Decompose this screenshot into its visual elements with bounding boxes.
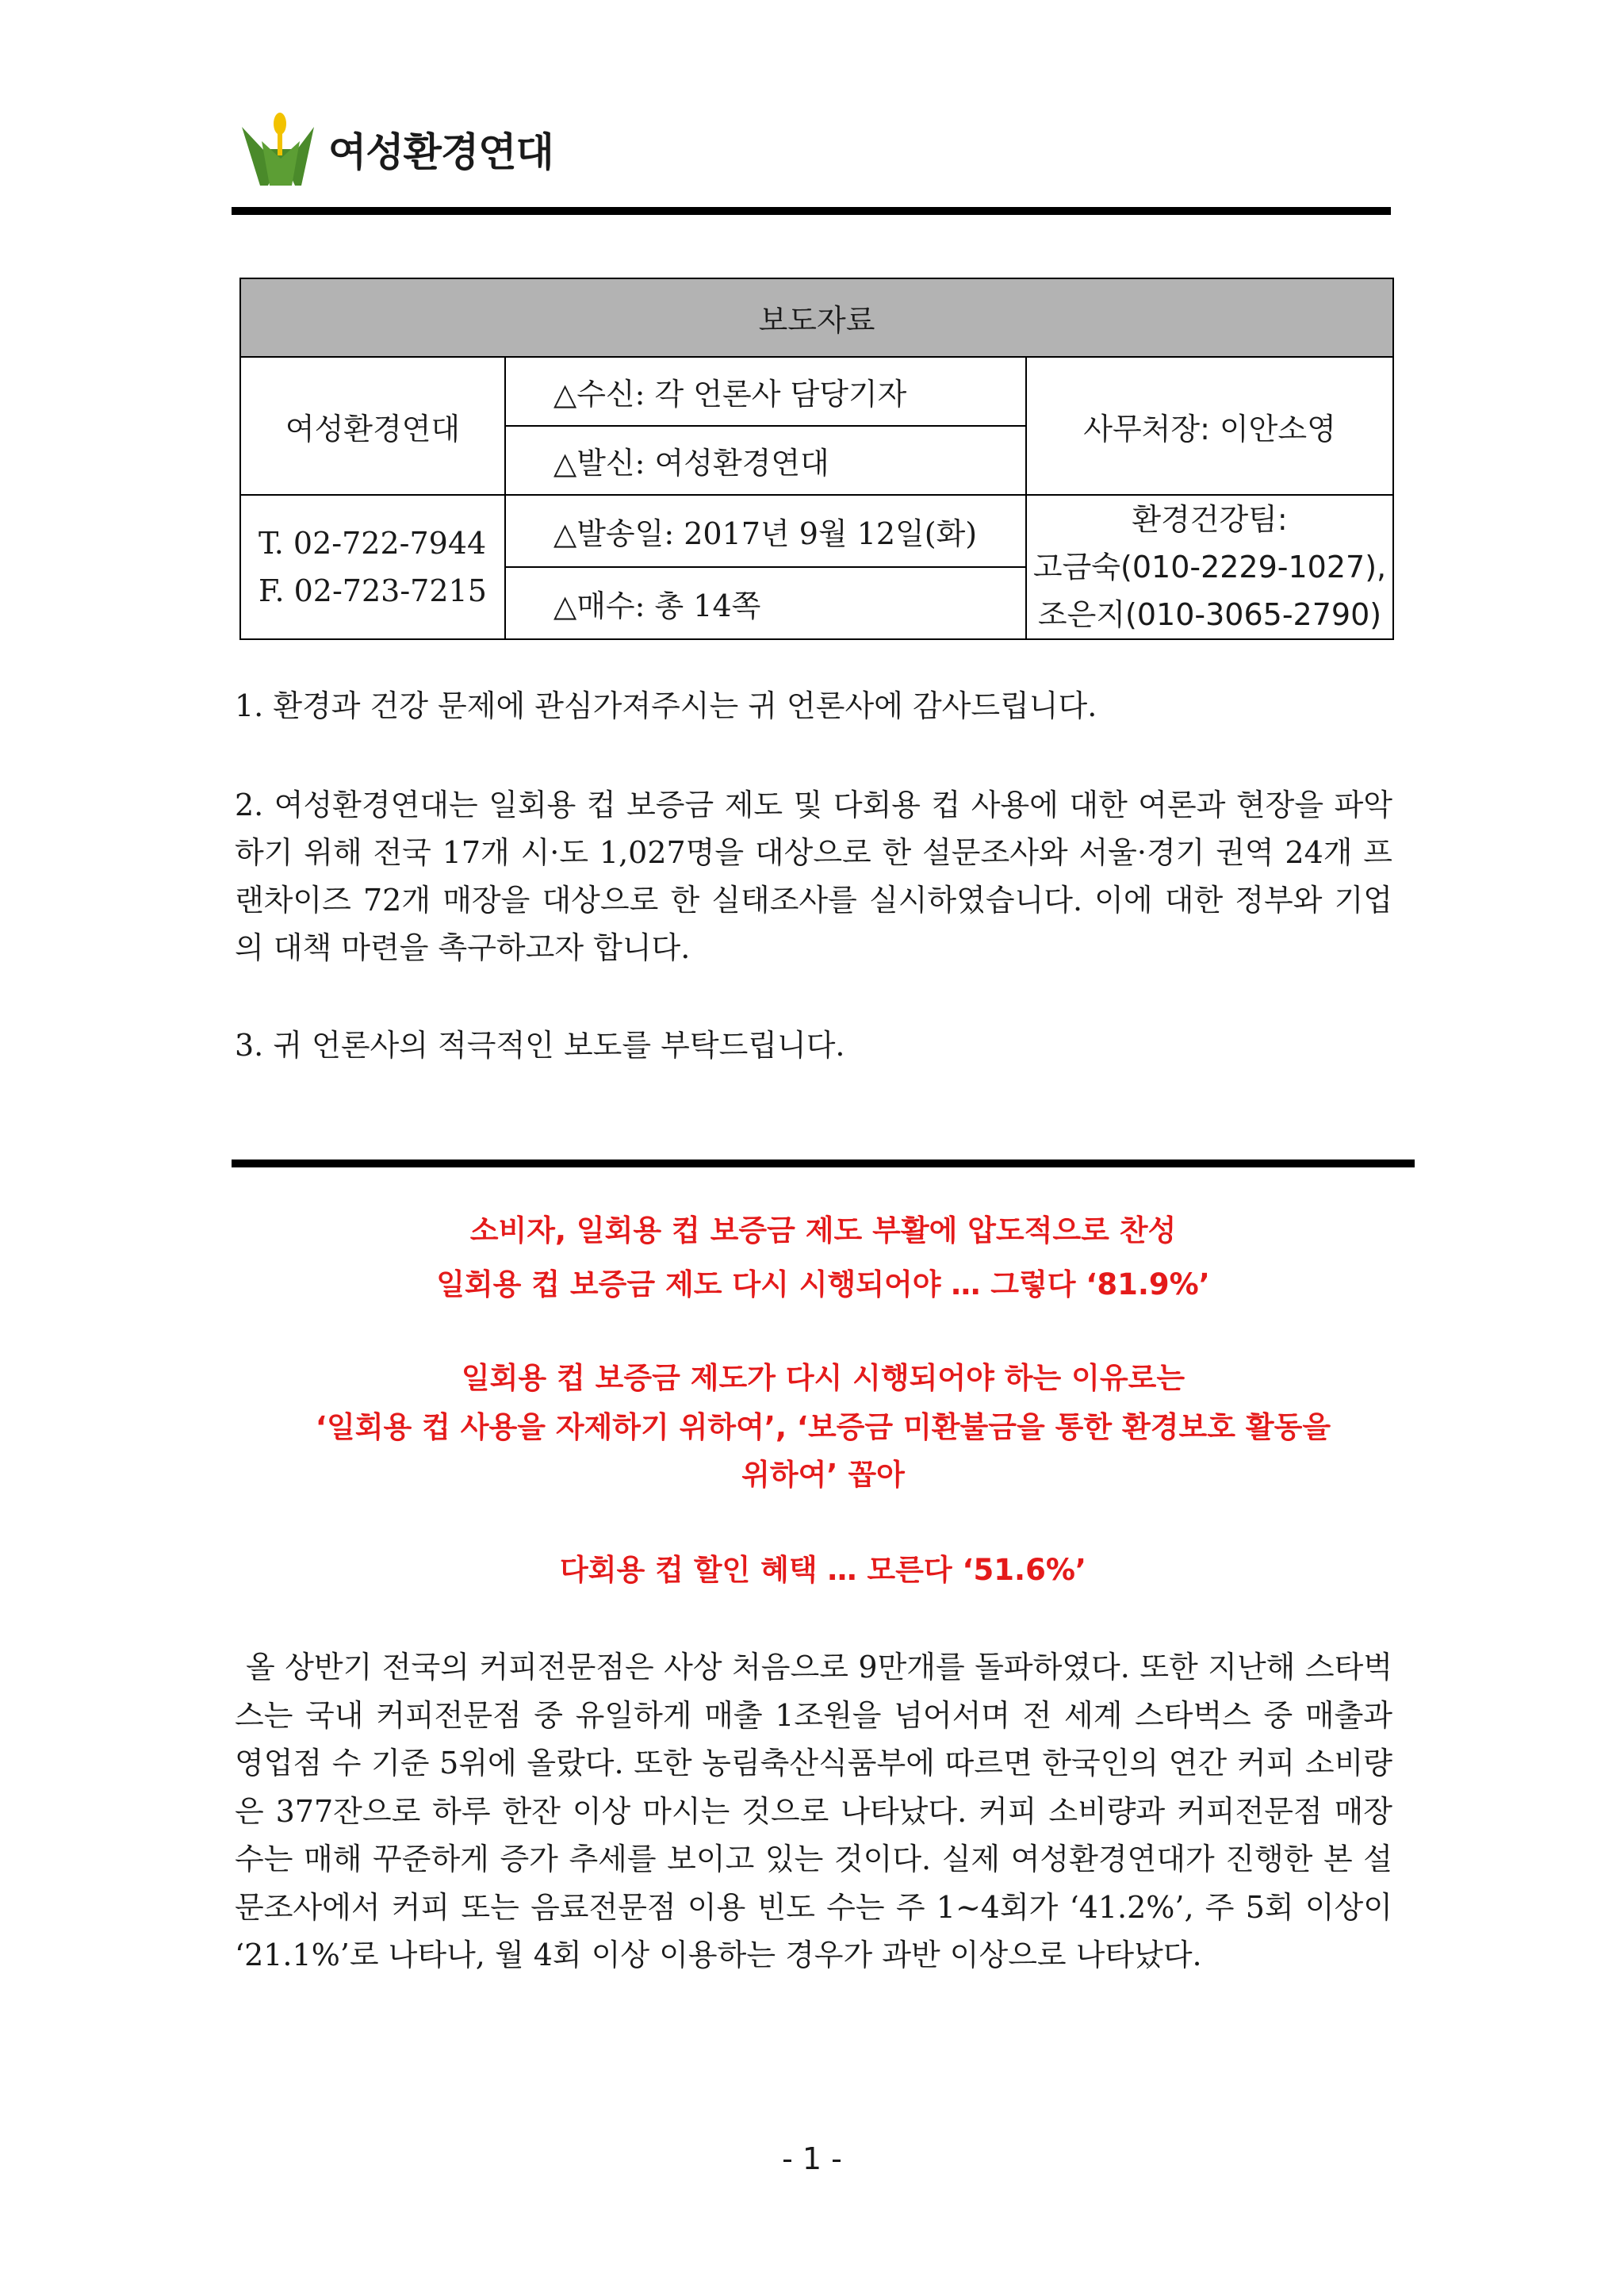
contact-2: 조은지(010-3065-2790) bbox=[1037, 597, 1382, 632]
headline-6: 다회용 컵 할인 혜택 … 모른다 ‘51.6%’ bbox=[560, 1553, 1086, 1587]
section-rule bbox=[232, 1159, 1415, 1167]
sprout-logo-icon bbox=[238, 109, 325, 189]
page-number: - 1 - bbox=[782, 2141, 842, 2176]
director-cell: 사무처장: 이안소영 bbox=[1026, 357, 1393, 495]
headline-2: 일회용 컵 보증금 제도 다시 시행되어야 … 그렇다 ‘81.9%’ bbox=[436, 1267, 1210, 1301]
paragraph-1: 1. 환경과 건강 문제에 관심가져주시는 귀 언론사에 감사드립니다. bbox=[235, 688, 1097, 723]
body-paragraph: 올 상반기 전국의 커피전문점은 사상 처음으로 9만개를 돌파하였다. 또한 지난해 스타벅스는 국내 커피전문점 중 유일하게 매출 1조원을 넘어서며 전 세계 스타벅스 중 매출과 영업점 수 기준 5위에 올랐다. 또한 농림축산식품부에 따르면 한국인의 연간 커피 소비량은 377잔으로 하루 한잔 이상 마시는 것으로 나타났다. 커피 소비량과 커피전문점 매장 수는 매해 꾸준하게 증가 추세를 보이고 있는 것이다. 실제 여성환경연대가 진행한 본 설문조사에서 커피 또는 음료전문점 이용 빈도 수는 주 1~4회가 ‘41.2%’, 주 5회 이상이 ‘21.1%’로 나타나, 월 4회 이상 이용하는 경우가 과반 이상으로 나타났다. bbox=[235, 1650, 1392, 1972]
sender-cell: △발신: 여성환경연대 bbox=[505, 426, 1026, 495]
logo-text: 여성환경연대 bbox=[328, 129, 553, 175]
headline-5: 위하여’ 꼽아 bbox=[741, 1458, 905, 1492]
phone-number: T. 02-722-7944 bbox=[259, 526, 487, 561]
team-contact-cell bbox=[1026, 495, 1393, 639]
send-date-cell: △발송일: 2017년 9월 12일(화) bbox=[505, 495, 1026, 567]
logo bbox=[238, 109, 553, 189]
headline-1: 소비자, 일회용 컵 보증금 제도 부활에 압도적으로 찬성 bbox=[469, 1213, 1177, 1248]
fax-number: F. 02-723-7215 bbox=[259, 573, 487, 608]
headline-3: 일회용 컵 보증금 제도가 다시 시행되어야 하는 이유로는 bbox=[461, 1361, 1185, 1395]
phone-fax-cell bbox=[240, 495, 505, 639]
team-name: 환경건강팀: bbox=[1132, 502, 1288, 537]
paragraph-2: 2. 여성환경연대는 일회용 컵 보증금 제도 및 다회용 컵 사용에 대한 여론과 현장을 파악하기 위해 전국 17개 시·도 1,027명을 대상으로 한 설문조사와 서울·경기 권역 24개 프랜차이즈 72개 매장을 대상으로 한 실태조사를 실시하였습니다. 이에 대한 정부와 기업의 대책 마련을 촉구하고자 합니다. bbox=[235, 788, 1392, 965]
org-name-cell: 여성환경연대 bbox=[240, 357, 505, 495]
press-info-table bbox=[239, 278, 1394, 640]
header-rule bbox=[232, 207, 1391, 215]
headline-4: ‘일회용 컵 사용을 자제하기 위하여’, ‘보증금 미환불금을 통한 환경보호 활동을 bbox=[315, 1410, 1331, 1444]
table-title: 보도자료 bbox=[240, 278, 1393, 357]
paragraph-3: 3. 귀 언론사의 적극적인 보도를 부탁드립니다. bbox=[235, 1028, 845, 1063]
recipient-cell: △수신: 각 언론사 담당기자 bbox=[505, 357, 1026, 426]
pages-cell: △매수: 총 14쪽 bbox=[505, 567, 1026, 639]
contact-1: 고금숙(010-2229-1027), bbox=[1032, 550, 1387, 585]
